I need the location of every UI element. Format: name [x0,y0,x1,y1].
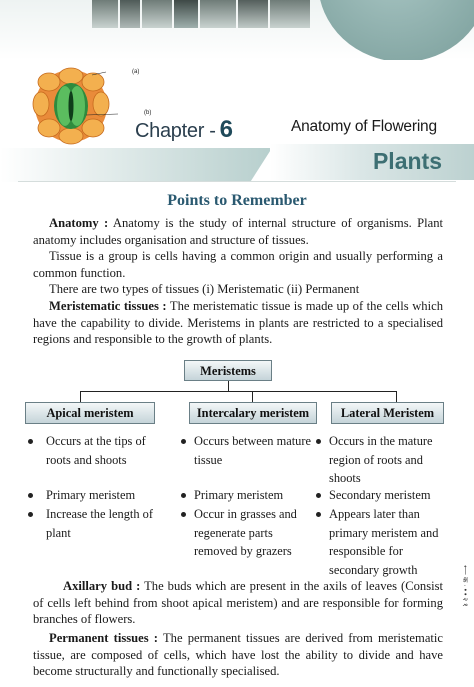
diagram-box-lateral: Lateral Meristem [331,402,444,424]
text-meristematic: The meristematic tissue is made up of the cells which have the capability to divide. Meristems in plants are restricted to a specialised regions and responsible to the growth of plants. [33,299,443,347]
section-heading: Points to Remember [167,192,307,209]
list-item: Occurs in the mature region of roots and shoots [316,432,446,486]
paragraph-types [33,281,443,298]
term-axillary: Axillary bud : [63,579,141,593]
term-permanent: Permanent tissues : [49,631,158,645]
diagram-column-intercalary [181,432,315,561]
diagram-connector [80,391,397,392]
paragraph-axillary [33,578,443,628]
chapter-title-line2: Plants [372,148,442,174]
chapter-label: Chapter - [135,120,216,142]
bullet [316,493,321,498]
bullet [28,439,33,444]
text-axillary: The buds which are present in the axils of leaves (Consist of cells left behind from shoot apical meristem) and are responsible for forming branches of flowers. [33,579,443,627]
chapter-number: 6 [219,116,233,143]
list-item: Secondary meristem [316,486,446,505]
header-banner [0,0,474,60]
diagram-box-apical: Apical meristem [25,402,155,424]
term-anatomy: Anatomy : [49,216,109,230]
page-margin-mark: ⟵ क · • • २ १ [461,565,468,607]
text-types: There are two types of tissues (i) Meristematic (ii) Permanent [49,282,360,296]
bullet [316,439,321,444]
paragraph-tissue [33,248,443,281]
bullet [181,512,186,517]
list-item: Primary meristem [181,486,315,505]
figure-label-b: (b) [144,110,152,116]
chapter-title-line1: Anatomy of Flowering [291,118,437,135]
diagram-column-lateral [316,432,446,579]
term-meristematic: Meristematic tissues : [49,299,167,313]
header-decorative-circle [318,0,474,60]
diagram-connector [80,391,81,402]
header-divider [18,181,456,182]
diagram-connector [396,391,397,402]
list-item: Primary meristem [28,486,168,505]
list-item: Appears later than primary meristem and responsible for secondary growth [316,505,446,579]
bullet [28,512,33,517]
bullet [28,493,33,498]
banner-photo-strip [92,0,332,28]
text-tissue: Tissue is a group is cells having a common origin and usually performing a common function. [33,249,443,280]
diagram-connector [252,391,253,402]
text-anatomy: Anatomy is the study of internal structure of organisms. Plant anatomy includes organisation and structure of tissues. [33,216,443,247]
list-item: Occurs at the tips of roots and shoots [28,432,168,486]
figure-label-a: (a) [132,69,140,75]
list-item: Occur in grasses and regenerate parts removed by grazers [181,505,315,561]
bullet [316,512,321,517]
bullet [181,493,186,498]
list-item: Occurs between mature tissue [181,432,315,486]
paragraph-anatomy [33,215,443,248]
text-permanent: The permanent tissues are derived from meristematic tissue, are composed of cells, which have lost the ability to divide and have become structurally and functionally specialised. [33,631,443,679]
bullet [181,439,186,444]
diagram-column-apical [28,432,168,542]
chapter-ribbon [0,148,272,182]
diagram-root-box: Meristems [184,360,272,381]
list-item: Increase the length of plant [28,505,168,542]
paragraph-permanent [33,630,443,680]
paragraph-meristematic [33,298,443,348]
chapter-heading [135,116,233,144]
diagram-box-intercalary: Intercalary meristem [189,402,317,424]
